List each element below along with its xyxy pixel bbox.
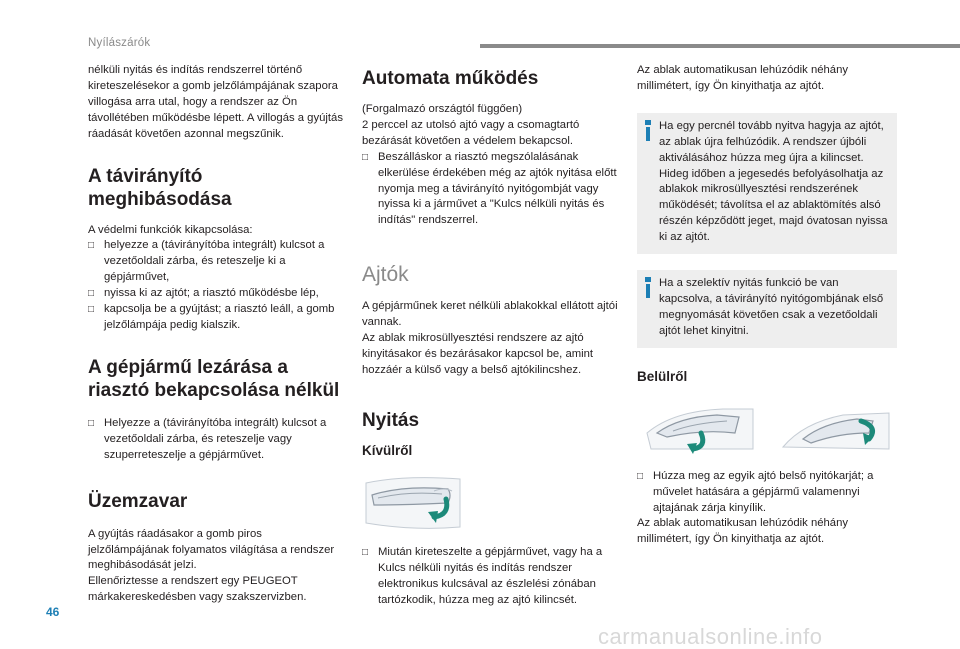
info-text: Ha egy percnél tovább nyitva hagyja az ajtót, az ablak újra felhúzódik. A rendszer újbóli aktiválásához húzza meg újra a kilincset. xyxy=(659,119,884,164)
info-icon xyxy=(643,120,653,142)
malfunction-text-2: Ellenőriztesse a rendszert egy PEUGEOT márkakereskedésben vagy szakszervizben. xyxy=(88,575,307,604)
inside-handle-illustration xyxy=(643,403,897,455)
section-bar xyxy=(480,44,960,48)
square-bullet-icon: □ xyxy=(88,288,95,300)
heading-malfunction: Üzemzavar xyxy=(88,490,188,512)
section-title: Nyílászárók xyxy=(88,37,151,49)
info-text: Ha a szelektív nyitás funkció be van kapcsolva, a távirányító nyitógombjának első megnyomását követően csak a vezetőoldali ajtót lehet kinyitni. xyxy=(659,277,884,337)
doors-text-2: Az ablak mikrosüllyesztési rendszere az ajtó kinyitásakor és bezárásakor kapcsol be, amint hozzáér a külső vagy a belső ajtókilincshez. xyxy=(362,332,594,376)
list-item: □ helyezze a (távirányítóba integrált) kulcsot a vezetőoldali zárba, és reteszelje ki a gépjárművet, xyxy=(88,239,325,284)
heading-opening: Nyitás xyxy=(362,409,420,431)
square-bullet-icon: □ xyxy=(637,470,644,482)
auto-window-text: Az ablak automatikusan lehúzódik néhány millimétert, így Ön kinyithatja az ajtót. xyxy=(637,64,849,92)
remote-failure-text: A védelmi funkciók kikapcsolása: xyxy=(88,223,253,236)
watermark: carmanualsonline.info xyxy=(598,624,823,649)
square-bullet-icon: □ xyxy=(362,546,369,558)
heading-automatic: Automata működés xyxy=(362,68,539,89)
info-box xyxy=(637,113,897,254)
outside-handle-illustration xyxy=(364,473,620,533)
square-bullet-icon: □ xyxy=(88,240,95,252)
info-icon xyxy=(643,277,653,299)
doors-text-1: A gépjárműnek keret nélküli ablakokkal ellátott ajtói vannak. xyxy=(362,300,618,329)
automatic-text-2: 2 perccel az utolsó ajtó vagy a csomagtartó bezárását követően a védelem bekapcsol. xyxy=(362,118,580,147)
list-item: □ Helyezze a (távirányítóba integrált) kulcsot a vezetőoldali zárba, és reteszelje vagy szuperreteszelje a gépjárművet. xyxy=(88,416,327,461)
heading-doors: Ajtók xyxy=(362,263,409,287)
heading-inside: Belülről xyxy=(637,368,688,384)
malfunction-text: A gyújtás ráadásakor a gomb piros jelzőlámpájának folyamatos világítása a rendszer meghibásodását jelzi. xyxy=(88,527,335,572)
inside-text-2: Az ablak automatikusan lehúzódik néhány millimétert, így Ön kinyithatja az ajtót. xyxy=(637,517,849,546)
square-bullet-icon: □ xyxy=(88,417,95,429)
page-number: 46 xyxy=(46,605,60,619)
list-item: □ nyissa ki az ajtót; a riasztó működésbe lép, xyxy=(88,286,344,302)
column-1 xyxy=(88,63,344,606)
column-2 xyxy=(362,63,620,608)
intro-text: nélküli nyitás és indítás rendszerrel történő kireteszelésekor a gomb jelzőlámpájának szapora villogása arra utal, hogy a rendszer az Ön távollétében működésbe lépett. A villogás a gyújtás ráadását követően azonnal megszűnik. xyxy=(88,64,343,140)
column-3 xyxy=(637,63,897,548)
square-bullet-icon: □ xyxy=(362,151,369,163)
heading-locking: A gépjármű lezárása a riasztó bekapcsolása nélkül xyxy=(88,356,340,401)
automatic-text-1: (Forgalmazó országtól függően) xyxy=(362,103,523,115)
info-text: Hideg időben a jegesedés befolyásolhatja az ablakok mikrosüllyesztési rendszerének működését; távolítsa el az ablaktömítés alsó részén képződött jeget, majd óvatosan nyissa ki az ajtót. xyxy=(659,167,888,244)
info-box xyxy=(637,270,897,348)
list-item: □ Miután kireteszelte a gépjárművet, vagy ha a Kulcs nélküli nyitás és indítás rendszer elektronikus kulcsával az észlelési zónában tartózkodik, húzza meg az ajtó kilincsét. xyxy=(362,545,603,606)
list-item: □ kapcsolja be a gyújtást; a riasztó leáll, a gomb jelzőlámpája pedig kialszik. xyxy=(88,303,335,331)
heading-remote-failure: A távirányító meghibásodása xyxy=(88,165,232,210)
list-item: □ Húzza meg az egyik ajtó belső nyitókarját; a művelet hatására a gépjármű valamennyi ajtajának zárja kinyílik. xyxy=(637,469,874,514)
list-item: □ Beszálláskor a riasztó megszólalásának elkerülése érdekében még az ajtók nyitása előtt nyomja meg a távirányító nyitógombját vagy nyissa ki a járművet a "Kulcs nélküli nyitás és indítás" rendszerrel. xyxy=(362,150,617,227)
square-bullet-icon: □ xyxy=(88,304,95,316)
heading-outside: Kívülről xyxy=(362,442,413,458)
